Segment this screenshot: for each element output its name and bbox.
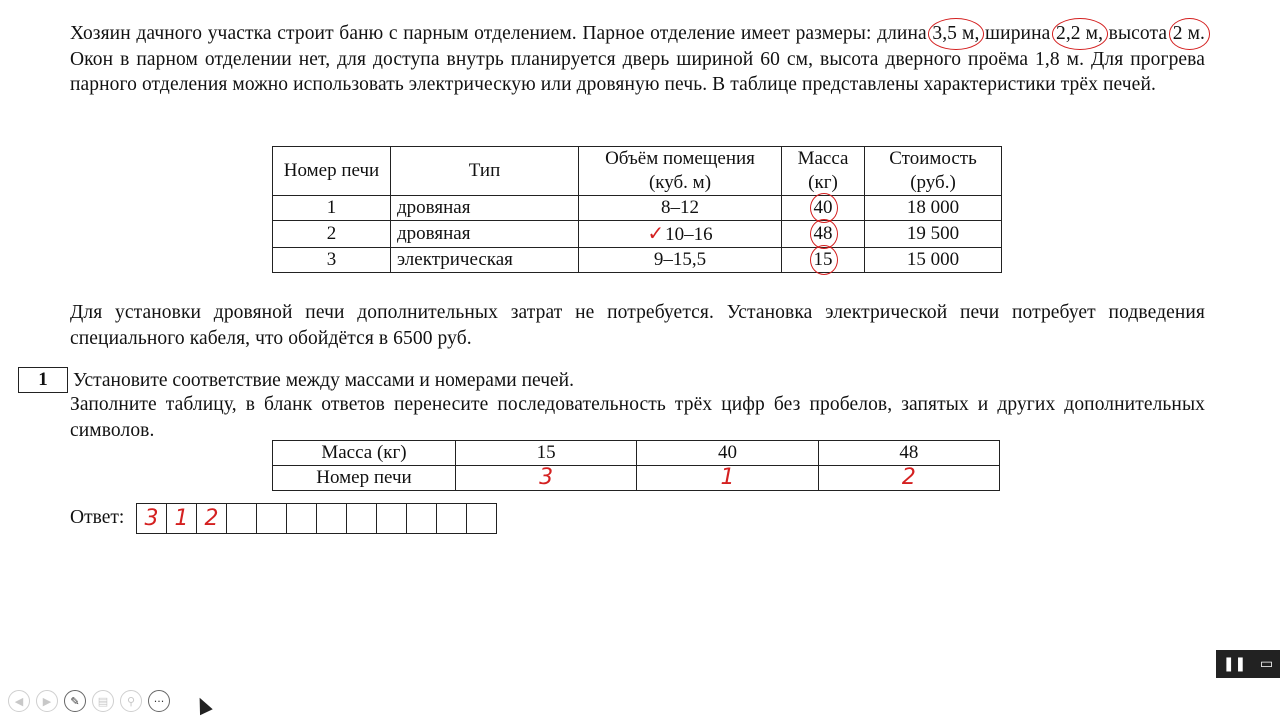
answer-box[interactable]: [286, 503, 317, 534]
circled-mass: 40: [813, 197, 833, 218]
match-table: [272, 440, 1000, 491]
task-number: 1: [18, 367, 68, 393]
answer-box[interactable]: [196, 503, 227, 534]
answer-box[interactable]: [346, 503, 377, 534]
answer-box[interactable]: [466, 503, 497, 534]
circled-mass: 48: [813, 223, 833, 244]
text-segment: высота: [1103, 23, 1173, 44]
problem-paragraph-2: Для установки дровяной печи дополнительных затрат не потребуется. Установка электрической печи потребует подведения специального кабеля, что обойдётся в 6500 руб.: [70, 302, 1205, 349]
more-icon[interactable]: ···: [148, 690, 170, 712]
zoom-icon[interactable]: ⚲: [120, 690, 142, 712]
header-cell: Стоимость (руб.): [865, 147, 1002, 196]
table-row: [273, 466, 1000, 491]
table-row: [273, 441, 1000, 466]
text-segment: Окон в парном отделении нет, для доступа внутрь планируется дверь шириной 60 см, высота дверного проёма 1,8 м. Для прогрева парного отделения можно использовать электрическую или дровяную печь. В таблице представлены характеристики трёх печей.: [70, 48, 1205, 95]
check-mark-icon: ✓: [647, 221, 665, 245]
stove-num: 3: [273, 248, 391, 273]
answer-cell[interactable]: 3: [456, 466, 637, 491]
stove-num: 2: [273, 221, 391, 248]
stove-volume: [579, 221, 782, 248]
answer-box[interactable]: [406, 503, 437, 534]
header-cell: Номер печи: [273, 147, 391, 196]
mass-cell: 40: [637, 441, 818, 466]
pause-icon[interactable]: ❚❚: [1222, 656, 1247, 672]
task-prompt: Установите соответствие между массами и номерами печей.: [73, 370, 574, 391]
answer-digit: 2: [204, 506, 219, 531]
answer-box[interactable]: [136, 503, 167, 534]
circled-length: 3,5 м,: [932, 21, 979, 47]
next-icon[interactable]: ▶: [36, 690, 58, 712]
mouse-cursor-icon: [193, 695, 212, 715]
mass-cell: 15: [456, 441, 637, 466]
answer-digit: 1: [174, 506, 189, 531]
previous-icon[interactable]: ◀: [8, 690, 30, 712]
table-row: [273, 221, 1002, 248]
answer-box[interactable]: [436, 503, 467, 534]
stove-num: 1: [273, 196, 391, 221]
screen-icon[interactable]: ▭: [1259, 656, 1274, 672]
answer-label: Ответ:: [70, 507, 125, 528]
text-segment: ширина: [979, 23, 1056, 44]
table-row: [273, 196, 1002, 221]
stoves-table: [272, 146, 1002, 273]
circled-height: 2 м.: [1173, 21, 1205, 47]
slides-icon[interactable]: ▤: [92, 690, 114, 712]
answer-cell[interactable]: 1: [637, 466, 818, 491]
problem-paragraph-1: [70, 21, 1205, 98]
pen-icon[interactable]: ✎: [64, 690, 86, 712]
answer-box[interactable]: [376, 503, 407, 534]
volume-value: 10–16: [665, 224, 713, 245]
task-instructions: Заполните таблицу, в бланк ответов перенесите последовательность трёх цифр без пробелов, запятых и других дополнительных символов.: [70, 394, 1205, 441]
answer-box[interactable]: [316, 503, 347, 534]
stove-type: дровяная: [391, 196, 579, 221]
stove-mass: [782, 196, 865, 221]
text-segment: Хозяин дачного участка строит баню с парным отделением. Парное отделение имеет размеры: длина: [70, 23, 933, 44]
answer-cell[interactable]: 2: [818, 466, 999, 491]
circled-width: 2,2 м,: [1056, 21, 1103, 47]
circled-mass: 15: [813, 249, 833, 270]
answer-box[interactable]: [256, 503, 287, 534]
presentation-controls: [1216, 650, 1280, 678]
stove-cost: 18 000: [865, 196, 1002, 221]
table-row: [273, 248, 1002, 273]
table-header-row: [273, 147, 1002, 196]
stove-type: электрическая: [391, 248, 579, 273]
answer-digit: 3: [144, 506, 159, 531]
header-cell: Объём помещения (куб. м): [579, 147, 782, 196]
stove-cost: 19 500: [865, 221, 1002, 248]
stove-type: дровяная: [391, 221, 579, 248]
answer-boxes: [137, 503, 497, 534]
answer-box[interactable]: [166, 503, 197, 534]
row-label: Номер печи: [273, 466, 456, 491]
header-cell: Тип: [391, 147, 579, 196]
stove-mass: [782, 221, 865, 248]
header-cell: Масса (кг): [782, 147, 865, 196]
row-label: Масса (кг): [273, 441, 456, 466]
stove-volume: 8–12: [579, 196, 782, 221]
stove-mass: [782, 248, 865, 273]
stove-volume: 9–15,5: [579, 248, 782, 273]
answer-box[interactable]: [226, 503, 257, 534]
mass-cell: 48: [818, 441, 999, 466]
stove-cost: 15 000: [865, 248, 1002, 273]
slide-toolbar: [8, 690, 170, 712]
